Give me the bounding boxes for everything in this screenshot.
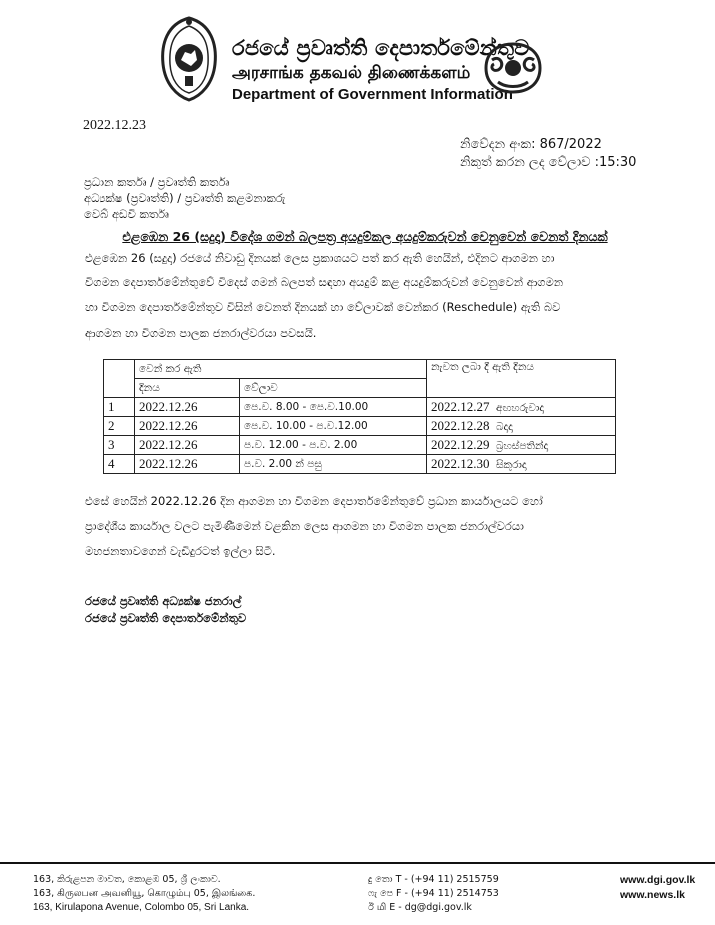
footer-divider [0,862,715,864]
table-header-row [104,360,616,379]
booked-date: 2022.12.26 [135,436,240,455]
new-day: බදාදා [496,421,513,433]
new-day: බ්‍රහස්පතින්දා [496,440,549,452]
recipient-line: අධ්‍යක්ෂ (ප්‍රවෘත්ති) / ප්‍රවෘත්ති කළමනාකරු [84,191,286,205]
closing-line: එසේ හෙයින් 2022.12.26 දින ආගමන හා විගමන දෙපාර්තමේන්තුවේ ප්‍රධාන කාර්යාලයට හෝ [85,494,543,508]
booked-time: පෙ.ව. 8.00 - පෙ.ව.10.00 [240,398,427,417]
booked-date: 2022.12.26 [135,417,240,436]
release-date: 2022.12.23 [83,118,146,133]
address-sinhala: 163, කිරුළපන මාවත, කොළඹ 05, ශ්‍රී ලංකාව. [33,874,221,885]
sri-lanka-emblem-icon [157,14,221,102]
row-number: 1 [104,398,135,417]
booked-date: 2022.12.26 [135,398,240,417]
release-time: නිකුත් කරන ලද වේලාව :15:30 [460,155,637,170]
row-number: 2 [104,417,135,436]
department-logo-icon [478,38,548,98]
date-column-header: දිනය [135,379,240,398]
table-row [104,417,616,436]
new-date-header: නැවත ලබා දී ඇති දිනය [427,360,616,398]
new-date: 2022.12.30 [431,456,490,471]
new-day: සිකුරාදා [496,459,527,471]
fax: ෆැ පෙ F - (+94 11) 2514753 [368,888,499,899]
booked-date: 2022.12.26 [135,455,240,474]
new-date-cell [427,455,616,474]
new-date: 2022.12.28 [431,418,490,433]
body-line: විගමන දෙපාර්තමේන්තුවේ විදෙස් ගමන් බලපත් සඳහා අයදුම් කළ අයදුම්කරුවන් වෙනුවෙන් ආගමන [85,275,564,289]
new-date-cell [427,398,616,417]
recipient-line: ප්‍රධාන කර්තෘ / ප්‍රවෘත්ති කර්තෘ [84,175,230,189]
row-number: 3 [104,436,135,455]
address-english: 163, Kirulapona Avenue, Colombo 05, Sri Lanka. [33,902,250,913]
booked-time: පෙ.ව. 10.00 - ප.ව.12.00 [240,417,427,436]
closing-line: මහජනතාවගෙන් වැඩිදුරටත් ඉල්ලා සිටී. [85,544,276,558]
schedule-table [103,359,616,474]
new-date-cell [427,436,616,455]
booked-time: ප.ව. 12.00 - ප.ව. 2.00 [240,436,427,455]
signature-title: රජයේ ප්‍රවෘත්ති අධ්‍යක්ෂ ජනරාල් [85,594,242,608]
release-number: නිවේදන අංක: 867/2022 [460,137,602,152]
body-line: ආගමන හා විගමන පාලක ජනරාල්වරයා පවසයි. [85,326,317,340]
table-row [104,455,616,474]
subject-heading: එළඹෙන 26 (සදුදා) විදේශ ගමන් බලපත්‍ර අයදුම්කල අයදුම්කරුවන් වෙනුවෙන් වෙනත් දිනයක් [122,229,608,244]
department-title-sinhala: රජයේ ප්‍රවෘත්ති දෙපාර්තමේන්තුව [232,36,530,60]
department-title-english: Department of Government Information [232,86,513,103]
booked-header: වෙන් කර ඇති [135,360,427,379]
time-column-header: වේලාව [240,379,427,398]
closing-line: ප්‍රාදේශීය කාර්යාල වලට පැමිණීමෙන් වළකින ලෙස ආගමන හා විගමන පාලක ජනරාල්වරයා [85,519,524,533]
website-dgi[interactable]: www.dgi.gov.lk [620,874,696,886]
table-row [104,436,616,455]
department-title-tamil: அரசாங்க தகவல் திணைக்களம் [232,63,471,83]
row-number: 4 [104,455,135,474]
new-day: අඟහරුවාදා [496,402,545,414]
new-date: 2022.12.29 [431,437,490,452]
new-date: 2022.12.27 [431,399,490,414]
booked-time: ප.ව. 2.00 න් පසු [240,455,427,474]
new-date-cell [427,417,616,436]
email: ඊ மி E - dg@dgi.gov.lk [368,902,472,913]
signature-department: රජයේ ප්‍රවෘත්ති දෙපාර්තමේන්තුව [85,611,247,625]
body-line: එළඹෙන 26 (සදුදා) රජයේ නිවාඩු දිනයක් ලෙස ප්‍රකාශයට පත් කර ඇති හෙයින්, එදිනට ආගමන හා [85,251,555,265]
website-news[interactable]: www.news.lk [620,889,685,901]
table-row [104,398,616,417]
recipient-line: වෙබ් අඩවි කර්තෘ [84,207,169,221]
telephone: දු තො T - (+94 11) 2515759 [368,874,499,885]
body-line: හා විගමන දෙපාර්තමේන්තුව විසින් වෙනත් දිනයක් හා වේලාවක් වෙන්කර (Reschedule) ඇති බව [85,300,561,314]
address-tamil: 163, கிருலபன அவனியூ, கொழும்பு 05, இலங்கை. [33,888,256,899]
